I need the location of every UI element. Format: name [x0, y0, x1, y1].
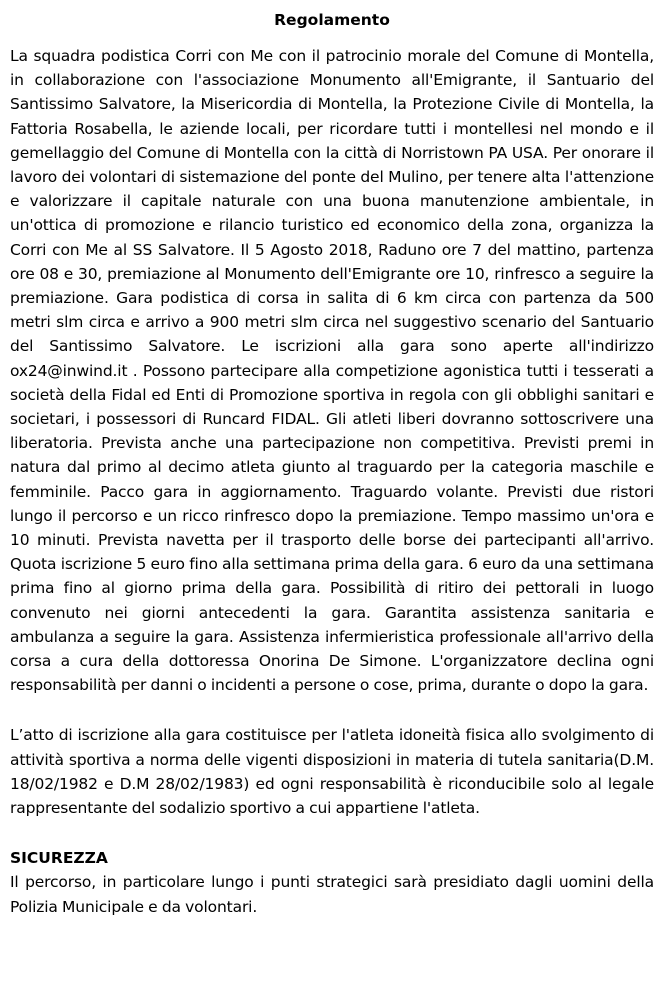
security-heading: SICUREZZA	[10, 849, 108, 868]
security-paragraph: Il percorso, in particolare lungo i punti strategici sarà presidiato dagli uomini della Polizia Municipale e da volontari.	[10, 873, 654, 916]
document-title: Regolamento	[274, 11, 390, 29]
registration-paragraph: L’atto di iscrizione alla gara costituisce per l'atleta idoneità fisica allo svolgimento di attività sportiva a norma delle vigenti disposizioni in materia di tutela sanitaria(D.M. 18/02/1982 e D.M 28/02/1983) ed ogni responsabilità è riconducibile solo al legale rappresentante del sodalizio sportivo a cui appartiene l'atleta.	[10, 726, 654, 818]
paragraph-spacer	[10, 697, 654, 723]
document-page	[10, 8, 654, 919]
regulation-paragraph: La squadra podistica Corri con Me con il patrocinio morale del Comune di Montella, in collaborazione con l'associazione Monumento all'Emigrante, il Santuario del Santissimo Salvatore, la Misericordia di Montella, la Protezione Civile di Montella, la Fattoria Rosabella, le aziende locali, per ricordare tutti i montellesi nel mondo e il gemellaggio del Comune di Montella con la città di Norristown PA USA. Per onorare il lavoro dei volontari di sistemazione del ponte del Mulino, per tenere alta l'attenzione e valorizzare il capitale naturale con una buona manutenzione ambientale, in un'ottica di promozione e rilancio turistico ed economico della zona, organizza la Corri con Me al SS Salvatore. Il 5 Agosto 2018, Raduno ore 7 del mattino, partenza ore 08 e 30, premiazione al Monumento dell'Emigrante ore 10, rinfresco a seguire la premiazione. Gara podistica di corsa in salita di 6 km circa con partenza da 500 metri slm circa e arrivo a 900 metri slm circa nel suggestivo scenario del Santuario del Santissimo Salvatore. Le iscrizioni alla gara sono aperte all'indirizzo ox24@inwind.it . Possono partecipare alla competizione agonistica tutti i tesserati a società della Fidal ed Enti di Promozione sportiva in regola con gli obblighi sanitari e societari, i possessori di Runcard FIDAL. Gli atleti liberi dovranno sottoscrivere una liberatoria. Prevista anche una partecipazione non competitiva. Previsti premi in natura dal primo al decimo atleta giunto al traguardo per la categoria maschile e femminile. Pacco gara in aggiornamento. Traguardo volante. Previsti due ristori lungo il percorso e un ricco rinfresco dopo la premiazione. Tempo massimo un'ora e 10 minuti. Prevista navetta per il trasporto delle borse dei partecipanti all'arrivo. Quota iscrizione 5 euro fino alla settimana prima della gara. 6 euro da una settimana prima fino al giorno prima della gara. Possibilità di ritiro dei pettorali in luogo convenuto nei giorni antecedenti la gara. Garantita assistenza sanitaria e ambulanza a seguire la gara. Assistenza infermieristica professionale all'arrivo della corsa a cura della dottoressa Onorina De Simone. L'organizzatore declina ogni responsabilità per danni o incidenti a persone o cose, prima, durante o dopo la gara.	[10, 47, 654, 695]
paragraph-spacer	[10, 820, 654, 846]
